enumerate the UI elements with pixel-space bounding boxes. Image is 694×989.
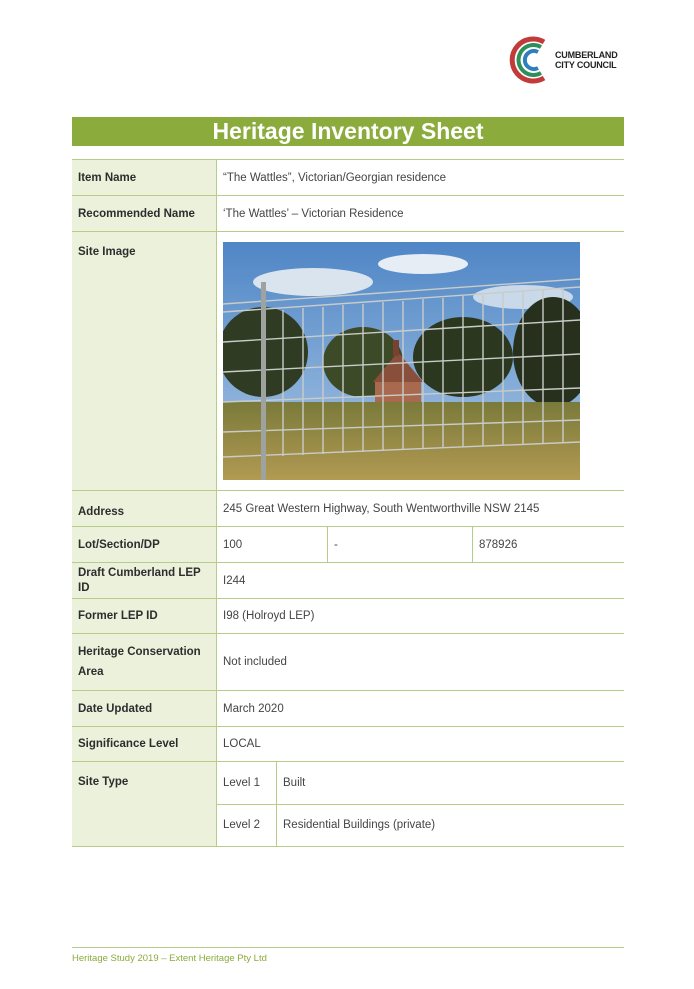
row-draft-lep (72, 563, 624, 599)
row-significance (72, 727, 624, 762)
item-name-value: “The Wattles”, Victorian/Georgian residence (217, 160, 625, 196)
row-address (72, 491, 624, 527)
date-updated-label: Date Updated (72, 691, 217, 727)
site-type-label: Site Type (72, 762, 217, 847)
former-lep-label: Former LEP ID (72, 599, 217, 634)
row-date-updated (72, 691, 624, 727)
hca-value: Not included (217, 634, 625, 691)
draft-lep-value: I244 (217, 563, 625, 599)
row-hca (72, 634, 624, 691)
significance-value: LOCAL (217, 727, 625, 762)
row-recommended-name (72, 196, 624, 232)
row-former-lep (72, 599, 624, 634)
address-label: Address (72, 491, 217, 527)
section-value: - (328, 527, 473, 562)
council-logo (508, 34, 626, 86)
level1-value: Built (277, 762, 625, 804)
level2-value: Residential Buildings (private) (283, 819, 436, 832)
date-updated-value: March 2020 (217, 691, 625, 727)
dp-value: 878926 (479, 538, 518, 551)
logo-text: CUMBERLAND CITY COUNCIL (555, 50, 618, 70)
level1-label: Level 1 (217, 762, 277, 804)
lot-label: Lot/Section/DP (72, 527, 217, 563)
inventory-table (72, 159, 624, 847)
lot-value: 100 (217, 527, 328, 562)
council-logo-icon (508, 34, 554, 86)
row-item-name (72, 160, 624, 196)
significance-label: Significance Level (72, 727, 217, 762)
site-image-label: Site Image (72, 232, 217, 491)
hca-label: Heritage Conservation Area (72, 634, 217, 691)
row-site-image (72, 232, 624, 491)
row-site-type (72, 762, 624, 847)
site-photo (223, 242, 580, 480)
recommended-name-value: ‘The Wattles’ – Victorian Residence (217, 196, 625, 232)
item-name-label: Item Name (72, 160, 217, 196)
sheet-title: Heritage Inventory Sheet (72, 117, 624, 146)
recommended-name-label: Recommended Name (72, 196, 217, 232)
former-lep-value: I98 (Holroyd LEP) (217, 599, 625, 634)
row-lot (72, 527, 624, 563)
level2-label: Level 2 (217, 804, 277, 846)
address-value: 245 Great Western Highway, South Wentworthville NSW 2145 (217, 491, 625, 527)
draft-lep-label: Draft Cumberland LEP ID (72, 563, 217, 599)
footer-text: Heritage Study 2019 – Extent Heritage Pty Ltd (72, 953, 267, 964)
footer-rule (72, 947, 624, 948)
